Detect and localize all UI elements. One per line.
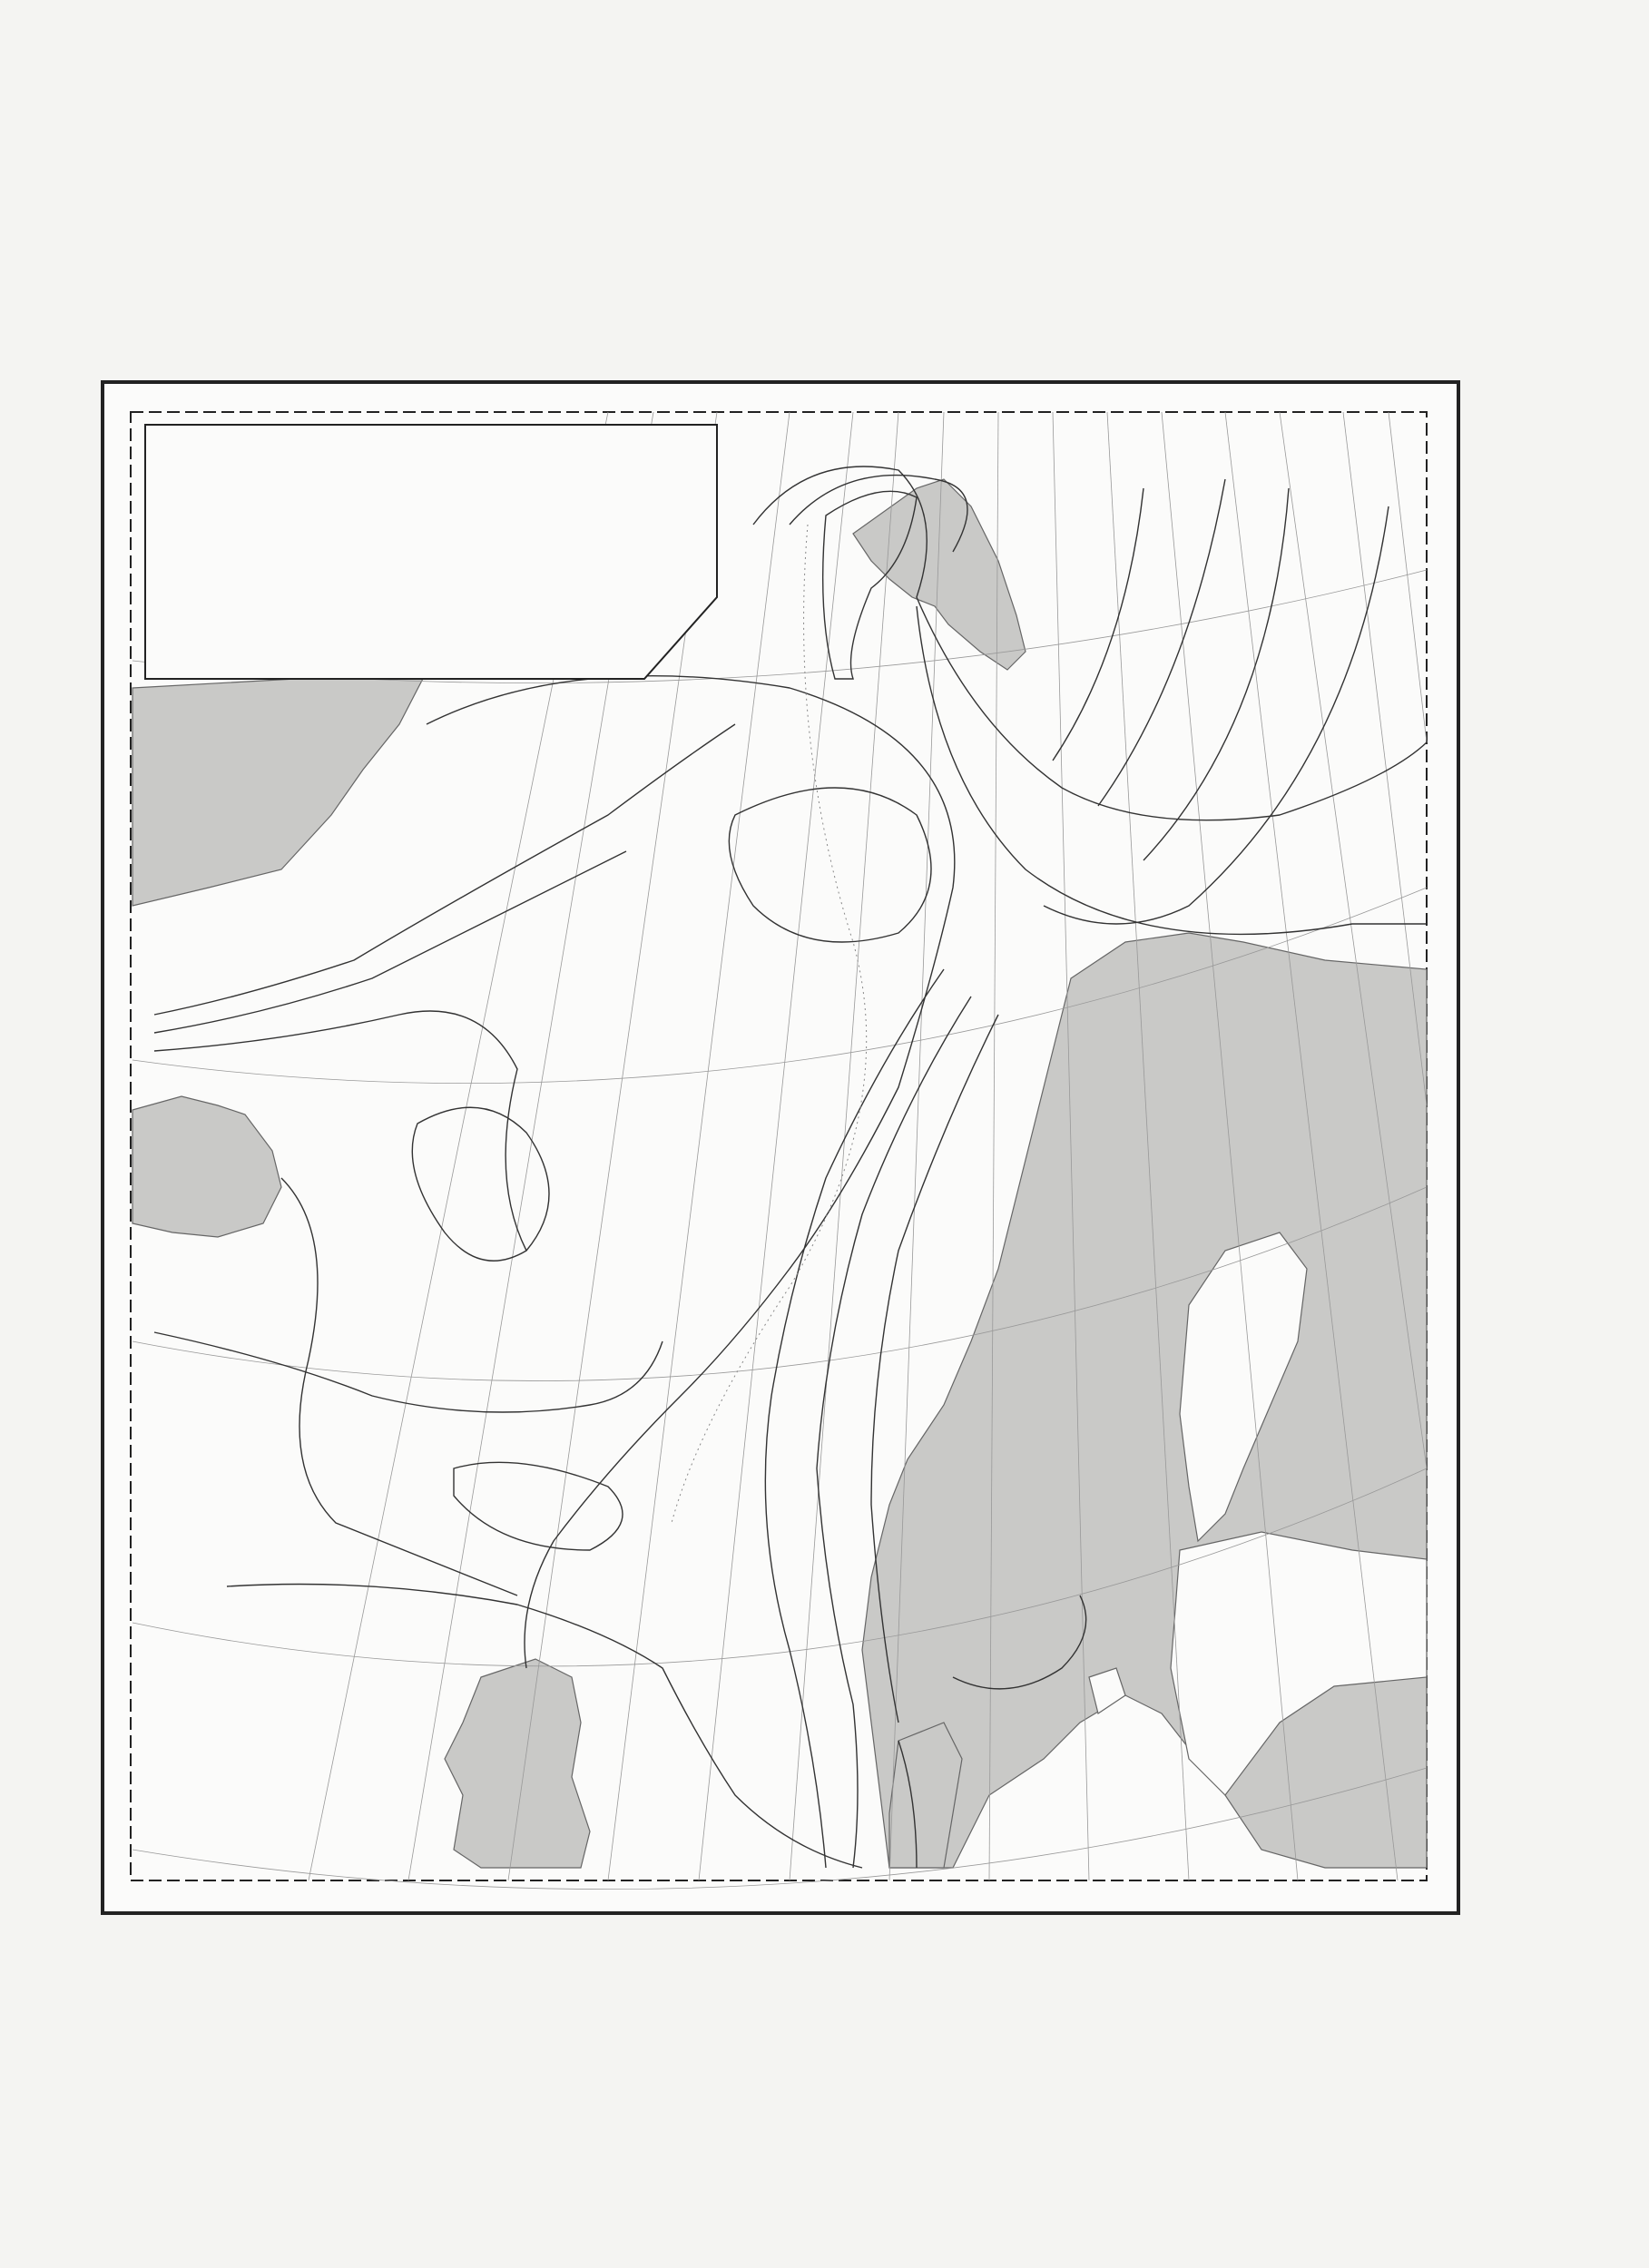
title-cartouche — [145, 425, 717, 679]
isotherm-map — [100, 379, 1461, 1922]
